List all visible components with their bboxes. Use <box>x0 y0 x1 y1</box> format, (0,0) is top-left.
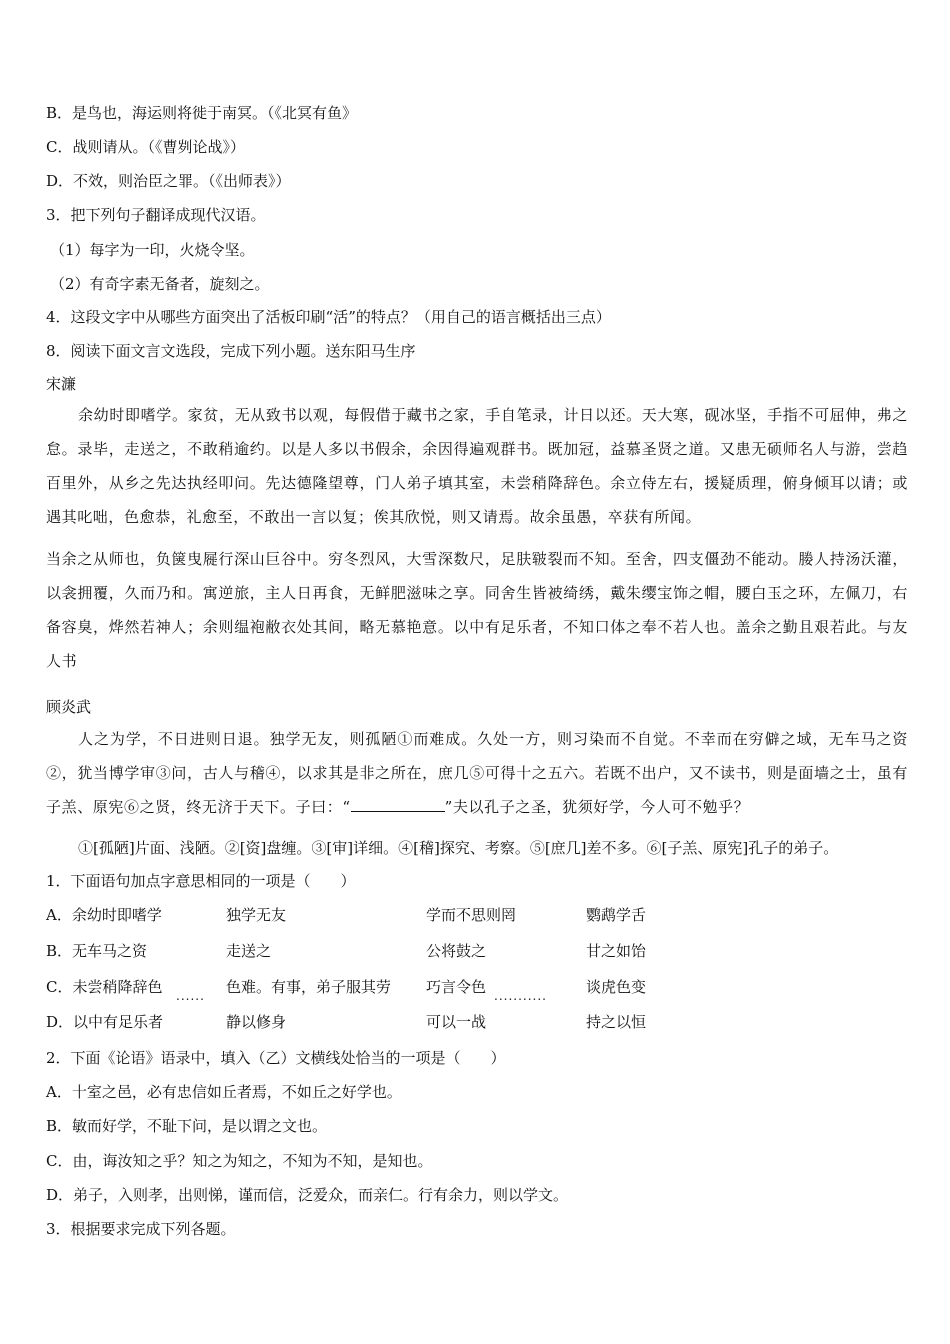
subquestion-2-option-c: C．由，诲汝知之乎？知之为知之，不知为不知，是知也。 <box>46 1152 433 1170</box>
question-4: 4．这段文字中从哪些方面突出了活板印刷“活”的特点？（用自己的语言概括出三点） <box>46 308 611 326</box>
passage-1-paragraph-1: 余幼时即嗜学。家贫，无从致书以观，每假借于藏书之家，手自笔录，计日以还。天大寒，砚冰坚，手指不可屈伸，弗之怠。录毕，走送之，不敢稍逾约。以是人多以书假余，余因得遍观群书。既加冠，益慕圣贤之道。又患无硕师名人与游，尝趋百里外，从乡之先达执经叩问。先达德隆望尊，门人弟子填其室，未尝稍降辞色。余立侍左右，援疑质理，俯身倾耳以请；或遇其叱咄，色愈恭，礼愈至，不敢出一言以复；俟其欣悦，则又请焉。故余虽愚，卒获有所闻。 <box>46 406 908 526</box>
option-a-col4: 鹦鹉学舌 <box>586 906 647 924</box>
option-d-prev: D．不效，则治臣之罪。（《出师表》） <box>46 172 291 190</box>
dot-leader: ...... <box>176 989 205 1003</box>
question-3-sentence-1: （1）每字为一印，火烧令坚。 <box>50 241 255 259</box>
question-3-title: 3．把下列句子翻译成现代汉语。 <box>46 206 266 224</box>
option-b-col4: 甘之如饴 <box>586 942 647 960</box>
author-song-lian: 宋濂 <box>46 375 77 393</box>
option-b-col3: 公将鼓之 <box>426 942 487 960</box>
option-a-col3: 学而不思则罔 <box>426 906 517 924</box>
option-d-col3: 可以一战 <box>426 1013 487 1031</box>
author-gu-yanwu: 顾炎武 <box>46 698 92 716</box>
option-b-label: B．无车马之资 <box>46 942 148 960</box>
option-a-label: A．余幼时即嗜学 <box>46 906 162 924</box>
subquestion-2-option-b: B．敏而好学，不耻下问，是以谓之文也。 <box>46 1117 328 1135</box>
subquestion-2-title: 2．下面《论语》语录中，填入（乙）文横线处恰当的一项是（ ） <box>46 1049 506 1067</box>
option-c-label: C．未尝稍降辞色 <box>46 978 163 996</box>
passage-2-text-b: ”夫以孔子之圣，犹须好学，今人可不勉乎？ <box>444 798 750 816</box>
subquestion-2-option-d: D．弟子，入则孝，出则悌，谨而信，泛爱众，而亲仁。行有余力，则以学文。 <box>46 1186 569 1204</box>
subquestion-3-title: 3．根据要求完成下列各题。 <box>46 1220 236 1238</box>
subquestion-1-title: 1．下面语句加点字意思相同的一项是（ ） <box>46 872 356 890</box>
annotation-notes: ①[孤陋]片面、浅陋。②[资]盘缠。③[审]详细。④[稽]探究、考察。⑤[庶几]差不多。⑥[子羔、原宪]孔子的弟子。 <box>78 839 839 857</box>
option-a-col2: 独学无友 <box>226 906 287 924</box>
option-b-prev: B．是鸟也，海运则将徙于南冥。（《北冥有鱼》 <box>46 104 358 122</box>
passage-2 <box>46 722 908 824</box>
option-c-col2: 色难。有事，弟子服其劳 <box>226 978 392 996</box>
question-3-sentence-2: （2）有奇字素无备者，旋刻之。 <box>50 275 270 293</box>
option-b-col2: 走送之 <box>226 942 272 960</box>
option-d-col4: 持之以恒 <box>586 1013 647 1031</box>
subquestion-2-option-a: A．十室之邑，必有忠信如丘者焉，不如丘之好学也。 <box>46 1083 402 1101</box>
question-8-intro: 8．阅读下面文言文选段，完成下列小题。送东阳马生序 <box>46 342 416 360</box>
passage-2-text-a: 人之为学，不日进则日退。独学无友，则孤陋①而难成。久处一方，则习染而不自觉。不幸而在穷僻之域，无车马之资②，犹当博学审③问，古人与稽④，以求其是非之所在，庶几⑤可得十之五六。若既不出户，又不读书，则是面墙之士，虽有子羔、原宪⑥之贤，终无济于天下。子曰：“ <box>46 730 908 816</box>
option-d-col2: 静以修身 <box>226 1013 287 1031</box>
passage-1-paragraph-2: 当余之从师也，负箧曳屣行深山巨谷中。穷冬烈风，大雪深数尺，足肤皲裂而不知。至舍，四支僵劲不能动。媵人持汤沃灌，以衾拥覆，久而乃和。寓逆旅，主人日再食，无鲜肥滋味之享。同舍生皆被绮绣，戴朱缨宝饰之帽，腰白玉之环，左佩刀，右备容臭，烨然若神人；余则缊袍敝衣处其间，略无慕艳意。以中有足乐者，不知口体之奉不若人也。盖余之勤且艰若此。与友人书 <box>46 550 908 670</box>
option-d-label: D．以中有足乐者 <box>46 1013 164 1031</box>
option-c-col4: 谈虎色变 <box>586 978 647 996</box>
dot-leader: ........... <box>494 989 547 1003</box>
option-c-col3: 巧言令色 <box>426 978 487 996</box>
fill-in-blank <box>351 797 445 812</box>
option-c-prev: C．战则请从。（《曹刿论战》） <box>46 138 245 156</box>
